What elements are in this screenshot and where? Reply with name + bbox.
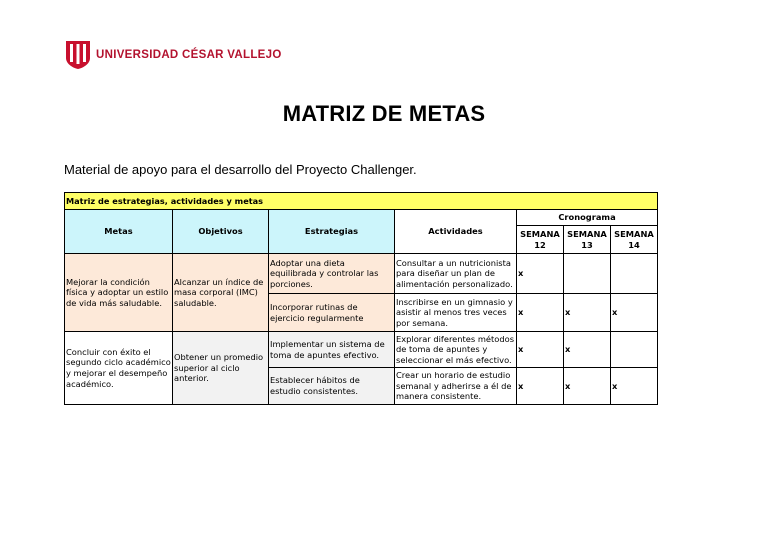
week-mark-cell: x [611,368,658,405]
university-crest-icon [65,40,91,70]
week-mark-cell [564,254,611,294]
header-metas: Metas [65,210,173,254]
table-caption: Matriz de estrategias, actividades y metas [65,193,658,210]
estrategia-cell: Establecer hábitos de estudio consistentes. [269,368,395,405]
week-mark-cell [611,254,658,294]
header-objetivos: Objetivos [173,210,269,254]
meta-cell: Concluir con éxito el segundo ciclo académico y mejorar el desempeño académico. [65,332,173,405]
page-subtitle: Material de apoyo para el desarrollo del Proyecto Challenger. [64,162,417,177]
actividad-cell: Consultar a un nutricionista para diseñar un plan de alimentación personalizado. [395,254,517,294]
week-mark-cell: x [517,332,564,368]
header-week-12: SEMANA 12 [517,226,564,254]
estrategia-cell: Implementar un sistema de toma de apuntes efectivo. [269,332,395,368]
header-row [65,210,658,226]
table-row [65,254,658,294]
header-week-14: SEMANA 14 [611,226,658,254]
week-mark-cell: x [517,368,564,405]
header-actividades: Actividades [395,210,517,254]
objetivo-cell: Alcanzar un índice de masa corporal (IMC) saludable. [173,254,269,332]
objetivo-cell: Obtener un promedio superior al ciclo anterior. [173,332,269,405]
actividad-cell: Crear un horario de estudio semanal y adherirse a él de manera consistente. [395,368,517,405]
week-mark-cell: x [564,368,611,405]
week-mark-cell [611,332,658,368]
university-logo [65,40,282,70]
page-title: MATRIZ DE METAS [282,101,486,126]
actividad-cell: Explorar diferentes métodos de toma de apuntes y seleccionar el más efectivo. [395,332,517,368]
header-estrategias: Estrategias [269,210,395,254]
header-cronograma: Cronograma [517,210,658,226]
week-mark-cell: x [611,294,658,332]
week-mark-cell: x [564,294,611,332]
table-caption-row [65,193,658,210]
actividad-cell: Inscribirse en un gimnasio y asistir al menos tres veces por semana. [395,294,517,332]
goals-matrix-table [64,192,658,405]
estrategia-cell: Adoptar una dieta equilibrada y controlar las porciones. [269,254,395,294]
week-mark-cell: x [564,332,611,368]
week-mark-cell: x [517,254,564,294]
week-mark-cell: x [517,294,564,332]
estrategia-cell: Incorporar rutinas de ejercicio regularmente [269,294,395,332]
meta-cell: Mejorar la condición física y adoptar un estilo de vida más saludable. [65,254,173,332]
header-week-13: SEMANA 13 [564,226,611,254]
university-name: UNIVERSIDAD CÉSAR VALLEJO [96,49,282,62]
table-row [65,332,658,368]
